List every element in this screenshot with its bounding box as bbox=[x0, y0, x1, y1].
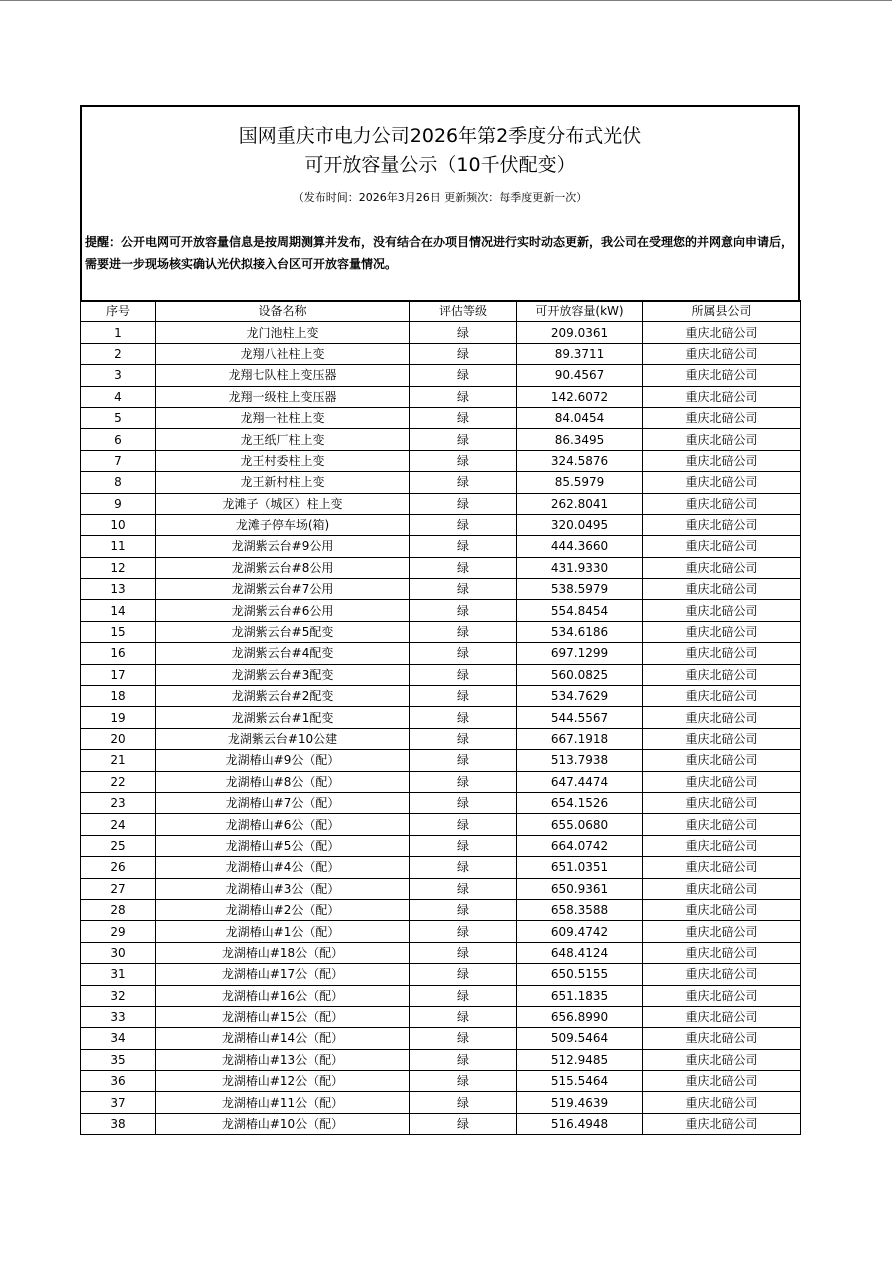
cell-device-name: 龙湖紫云台#8公用 bbox=[156, 557, 410, 578]
cell-index: 14 bbox=[81, 600, 156, 621]
cell-county-company: 重庆北碚公司 bbox=[643, 921, 801, 942]
cell-rating: 绿 bbox=[410, 964, 517, 985]
cell-county-company: 重庆北碚公司 bbox=[643, 365, 801, 386]
cell-capacity: 324.5876 bbox=[517, 450, 643, 471]
cell-rating: 绿 bbox=[410, 878, 517, 899]
cell-index: 1 bbox=[81, 322, 156, 343]
cell-index: 3 bbox=[81, 365, 156, 386]
cell-county-company: 重庆北碚公司 bbox=[643, 386, 801, 407]
cell-county-company: 重庆北碚公司 bbox=[643, 964, 801, 985]
cell-device-name: 龙湖椿山#1公（配） bbox=[156, 921, 410, 942]
cell-capacity: 444.3660 bbox=[517, 536, 643, 557]
cell-rating: 绿 bbox=[410, 707, 517, 728]
table-row bbox=[81, 835, 801, 856]
cell-county-company: 重庆北碚公司 bbox=[643, 878, 801, 899]
table-row bbox=[81, 1049, 801, 1070]
cell-county-company: 重庆北碚公司 bbox=[643, 792, 801, 813]
cell-capacity: 142.6072 bbox=[517, 386, 643, 407]
cell-device-name: 龙湖椿山#10公（配） bbox=[156, 1113, 410, 1134]
cell-county-company: 重庆北碚公司 bbox=[643, 600, 801, 621]
cell-capacity: 654.1526 bbox=[517, 792, 643, 813]
cell-capacity: 656.8990 bbox=[517, 1006, 643, 1027]
cell-device-name: 龙湖紫云台#5配变 bbox=[156, 621, 410, 642]
cell-county-company: 重庆北碚公司 bbox=[643, 857, 801, 878]
table-row bbox=[81, 878, 801, 899]
table-row bbox=[81, 429, 801, 450]
cell-index: 4 bbox=[81, 386, 156, 407]
table-row bbox=[81, 450, 801, 471]
cell-county-company: 重庆北碚公司 bbox=[643, 707, 801, 728]
cell-capacity: 534.6186 bbox=[517, 621, 643, 642]
cell-county-company: 重庆北碚公司 bbox=[643, 728, 801, 749]
cell-rating: 绿 bbox=[410, 343, 517, 364]
cell-capacity: 554.8454 bbox=[517, 600, 643, 621]
cell-device-name: 龙湖紫云台#1配变 bbox=[156, 707, 410, 728]
table-row bbox=[81, 514, 801, 535]
cell-index: 10 bbox=[81, 514, 156, 535]
cell-index: 5 bbox=[81, 407, 156, 428]
cell-capacity: 650.5155 bbox=[517, 964, 643, 985]
cell-index: 32 bbox=[81, 985, 156, 1006]
cell-index: 9 bbox=[81, 493, 156, 514]
cell-capacity: 90.4567 bbox=[517, 365, 643, 386]
cell-rating: 绿 bbox=[410, 322, 517, 343]
cell-rating: 绿 bbox=[410, 792, 517, 813]
cell-capacity: 320.0495 bbox=[517, 514, 643, 535]
cell-index: 23 bbox=[81, 792, 156, 813]
cell-rating: 绿 bbox=[410, 514, 517, 535]
table-row bbox=[81, 386, 801, 407]
cell-device-name: 龙湖椿山#12公（配） bbox=[156, 1071, 410, 1092]
column-header-county-company: 所属县公司 bbox=[643, 301, 801, 322]
cell-county-company: 重庆北碚公司 bbox=[643, 1071, 801, 1092]
page-title-line1: 国网重庆市电力公司2026年第2季度分布式光伏 bbox=[238, 125, 642, 147]
table-header-row bbox=[81, 301, 801, 322]
cell-county-company: 重庆北碚公司 bbox=[643, 686, 801, 707]
cell-rating: 绿 bbox=[410, 857, 517, 878]
cell-county-company: 重庆北碚公司 bbox=[643, 1006, 801, 1027]
cell-capacity: 560.0825 bbox=[517, 664, 643, 685]
cell-device-name: 龙翔七队柱上变压器 bbox=[156, 365, 410, 386]
cell-index: 24 bbox=[81, 814, 156, 835]
table-row bbox=[81, 771, 801, 792]
table-row bbox=[81, 1006, 801, 1027]
cell-index: 33 bbox=[81, 1006, 156, 1027]
cell-index: 11 bbox=[81, 536, 156, 557]
cell-county-company: 重庆北碚公司 bbox=[643, 514, 801, 535]
cell-county-company: 重庆北碚公司 bbox=[643, 1028, 801, 1049]
cell-rating: 绿 bbox=[410, 472, 517, 493]
table-row bbox=[81, 814, 801, 835]
cell-device-name: 龙湖椿山#13公（配） bbox=[156, 1049, 410, 1070]
cell-capacity: 534.7629 bbox=[517, 686, 643, 707]
cell-device-name: 龙湖椿山#4公（配） bbox=[156, 857, 410, 878]
cell-capacity: 651.1835 bbox=[517, 985, 643, 1006]
cell-rating: 绿 bbox=[410, 621, 517, 642]
cell-device-name: 龙湖椿山#3公（配） bbox=[156, 878, 410, 899]
cell-rating: 绿 bbox=[410, 1006, 517, 1027]
cell-capacity: 650.9361 bbox=[517, 878, 643, 899]
cell-rating: 绿 bbox=[410, 386, 517, 407]
cell-county-company: 重庆北碚公司 bbox=[643, 472, 801, 493]
cell-county-company: 重庆北碚公司 bbox=[643, 450, 801, 471]
cell-index: 35 bbox=[81, 1049, 156, 1070]
cell-index: 12 bbox=[81, 557, 156, 578]
cell-rating: 绿 bbox=[410, 1049, 517, 1070]
table-row bbox=[81, 857, 801, 878]
cell-device-name: 龙湖椿山#7公（配） bbox=[156, 792, 410, 813]
cell-index: 26 bbox=[81, 857, 156, 878]
cell-capacity: 519.4639 bbox=[517, 1092, 643, 1113]
cell-capacity: 609.4742 bbox=[517, 921, 643, 942]
table-row bbox=[81, 557, 801, 578]
cell-index: 28 bbox=[81, 899, 156, 920]
cell-rating: 绿 bbox=[410, 985, 517, 1006]
cell-capacity: 84.0454 bbox=[517, 407, 643, 428]
cell-index: 37 bbox=[81, 1092, 156, 1113]
table-row bbox=[81, 728, 801, 749]
cell-index: 20 bbox=[81, 728, 156, 749]
table-row bbox=[81, 664, 801, 685]
cell-index: 36 bbox=[81, 1071, 156, 1092]
cell-capacity: 515.5464 bbox=[517, 1071, 643, 1092]
table-row bbox=[81, 600, 801, 621]
table-row bbox=[81, 407, 801, 428]
cell-rating: 绿 bbox=[410, 579, 517, 600]
cell-index: 31 bbox=[81, 964, 156, 985]
cell-rating: 绿 bbox=[410, 557, 517, 578]
cell-rating: 绿 bbox=[410, 429, 517, 450]
cell-device-name: 龙湖椿山#18公（配） bbox=[156, 942, 410, 963]
cell-rating: 绿 bbox=[410, 643, 517, 664]
page-top-border bbox=[0, 0, 892, 1]
cell-device-name: 龙湖椿山#6公（配） bbox=[156, 814, 410, 835]
cell-county-company: 重庆北碚公司 bbox=[643, 557, 801, 578]
cell-county-company: 重庆北碚公司 bbox=[643, 664, 801, 685]
cell-index: 25 bbox=[81, 835, 156, 856]
cell-rating: 绿 bbox=[410, 942, 517, 963]
cell-device-name: 龙湖椿山#5公（配） bbox=[156, 835, 410, 856]
cell-device-name: 龙王纸厂柱上变 bbox=[156, 429, 410, 450]
cell-county-company: 重庆北碚公司 bbox=[643, 407, 801, 428]
cell-county-company: 重庆北碚公司 bbox=[643, 643, 801, 664]
cell-county-company: 重庆北碚公司 bbox=[643, 343, 801, 364]
cell-rating: 绿 bbox=[410, 600, 517, 621]
table-row bbox=[81, 942, 801, 963]
cell-capacity: 651.0351 bbox=[517, 857, 643, 878]
cell-device-name: 龙湖紫云台#6公用 bbox=[156, 600, 410, 621]
capacity-table bbox=[80, 300, 801, 1135]
cell-rating: 绿 bbox=[410, 407, 517, 428]
cell-rating: 绿 bbox=[410, 536, 517, 557]
cell-county-company: 重庆北碚公司 bbox=[643, 322, 801, 343]
table-row bbox=[81, 365, 801, 386]
table-row bbox=[81, 579, 801, 600]
cell-device-name: 龙滩子（城区）柱上变 bbox=[156, 493, 410, 514]
table-row bbox=[81, 1028, 801, 1049]
cell-county-company: 重庆北碚公司 bbox=[643, 942, 801, 963]
table-row bbox=[81, 493, 801, 514]
cell-capacity: 516.4948 bbox=[517, 1113, 643, 1134]
cell-capacity: 658.3588 bbox=[517, 899, 643, 920]
cell-capacity: 512.9485 bbox=[517, 1049, 643, 1070]
cell-county-company: 重庆北碚公司 bbox=[643, 814, 801, 835]
cell-rating: 绿 bbox=[410, 365, 517, 386]
table-row bbox=[81, 621, 801, 642]
cell-device-name: 龙湖椿山#14公（配） bbox=[156, 1028, 410, 1049]
cell-index: 30 bbox=[81, 942, 156, 963]
cell-capacity: 664.0742 bbox=[517, 835, 643, 856]
cell-capacity: 262.8041 bbox=[517, 493, 643, 514]
cell-device-name: 龙翔一社柱上变 bbox=[156, 407, 410, 428]
cell-rating: 绿 bbox=[410, 493, 517, 514]
cell-rating: 绿 bbox=[410, 664, 517, 685]
table-row bbox=[81, 472, 801, 493]
notice-text: 提醒：公开电网可开放容量信息是按周期测算并发布，没有结合在办项目情况进行实时动态更新，我公司在受理您的并网意向申请后，需要进一步现场核实确认光伏拟接入台区可开放容量情况。 bbox=[85, 235, 794, 271]
cell-index: 15 bbox=[81, 621, 156, 642]
cell-rating: 绿 bbox=[410, 1071, 517, 1092]
table-row bbox=[81, 643, 801, 664]
cell-index: 29 bbox=[81, 921, 156, 942]
cell-county-company: 重庆北碚公司 bbox=[643, 536, 801, 557]
cell-rating: 绿 bbox=[410, 921, 517, 942]
cell-index: 38 bbox=[81, 1113, 156, 1134]
cell-capacity: 538.5979 bbox=[517, 579, 643, 600]
cell-capacity: 209.0361 bbox=[517, 322, 643, 343]
table-row bbox=[81, 1113, 801, 1134]
cell-rating: 绿 bbox=[410, 814, 517, 835]
cell-device-name: 龙门池柱上变 bbox=[156, 322, 410, 343]
cell-capacity: 544.5567 bbox=[517, 707, 643, 728]
cell-device-name: 龙湖椿山#17公（配） bbox=[156, 964, 410, 985]
cell-county-company: 重庆北碚公司 bbox=[643, 1092, 801, 1113]
cell-rating: 绿 bbox=[410, 1113, 517, 1134]
cell-device-name: 龙翔八社柱上变 bbox=[156, 343, 410, 364]
cell-county-company: 重庆北碚公司 bbox=[643, 985, 801, 1006]
cell-index: 6 bbox=[81, 429, 156, 450]
column-header-index: 序号 bbox=[81, 301, 156, 322]
table-row bbox=[81, 536, 801, 557]
cell-capacity: 667.1918 bbox=[517, 728, 643, 749]
cell-rating: 绿 bbox=[410, 1028, 517, 1049]
cell-device-name: 龙王新村柱上变 bbox=[156, 472, 410, 493]
cell-county-company: 重庆北碚公司 bbox=[643, 493, 801, 514]
cell-capacity: 655.0680 bbox=[517, 814, 643, 835]
publish-info: （发布时间：2026年3月26日 更新频次：每季度更新一次） bbox=[292, 191, 588, 204]
cell-index: 34 bbox=[81, 1028, 156, 1049]
cell-capacity: 647.4474 bbox=[517, 771, 643, 792]
cell-device-name: 龙湖紫云台#10公建 bbox=[156, 728, 410, 749]
cell-index: 19 bbox=[81, 707, 156, 728]
cell-device-name: 龙湖紫云台#9公用 bbox=[156, 536, 410, 557]
table-row bbox=[81, 322, 801, 343]
cell-device-name: 龙湖椿山#2公（配） bbox=[156, 899, 410, 920]
cell-device-name: 龙翔一级柱上变压器 bbox=[156, 386, 410, 407]
table-row bbox=[81, 343, 801, 364]
cell-rating: 绿 bbox=[410, 1092, 517, 1113]
cell-capacity: 89.3711 bbox=[517, 343, 643, 364]
cell-capacity: 513.7938 bbox=[517, 750, 643, 771]
cell-rating: 绿 bbox=[410, 728, 517, 749]
cell-rating: 绿 bbox=[410, 771, 517, 792]
table-row bbox=[81, 707, 801, 728]
cell-rating: 绿 bbox=[410, 686, 517, 707]
cell-county-company: 重庆北碚公司 bbox=[643, 1113, 801, 1134]
cell-index: 27 bbox=[81, 878, 156, 899]
cell-index: 18 bbox=[81, 686, 156, 707]
cell-capacity: 509.5464 bbox=[517, 1028, 643, 1049]
cell-rating: 绿 bbox=[410, 899, 517, 920]
cell-device-name: 龙湖紫云台#7公用 bbox=[156, 579, 410, 600]
page-title-line2: 可开放容量公示（10千伏配变） bbox=[304, 154, 576, 176]
cell-device-name: 龙湖椿山#11公（配） bbox=[156, 1092, 410, 1113]
cell-county-company: 重庆北碚公司 bbox=[643, 579, 801, 600]
header-box bbox=[80, 105, 800, 302]
cell-county-company: 重庆北碚公司 bbox=[643, 835, 801, 856]
cell-rating: 绿 bbox=[410, 450, 517, 471]
cell-county-company: 重庆北碚公司 bbox=[643, 1049, 801, 1070]
cell-index: 16 bbox=[81, 643, 156, 664]
cell-rating: 绿 bbox=[410, 750, 517, 771]
cell-capacity: 697.1299 bbox=[517, 643, 643, 664]
cell-index: 2 bbox=[81, 343, 156, 364]
cell-capacity: 86.3495 bbox=[517, 429, 643, 450]
cell-device-name: 龙湖紫云台#4配变 bbox=[156, 643, 410, 664]
cell-county-company: 重庆北碚公司 bbox=[643, 750, 801, 771]
table-row bbox=[81, 921, 801, 942]
cell-rating: 绿 bbox=[410, 835, 517, 856]
table-row bbox=[81, 792, 801, 813]
cell-device-name: 龙滩子停车场(箱) bbox=[156, 514, 410, 535]
cell-county-company: 重庆北碚公司 bbox=[643, 621, 801, 642]
cell-capacity: 431.9330 bbox=[517, 557, 643, 578]
table-row bbox=[81, 750, 801, 771]
cell-index: 7 bbox=[81, 450, 156, 471]
table-row bbox=[81, 964, 801, 985]
table-row bbox=[81, 985, 801, 1006]
cell-county-company: 重庆北碚公司 bbox=[643, 771, 801, 792]
table-row bbox=[81, 686, 801, 707]
cell-device-name: 龙湖紫云台#2配变 bbox=[156, 686, 410, 707]
column-header-rating: 评估等级 bbox=[410, 301, 517, 322]
table-row bbox=[81, 1071, 801, 1092]
cell-index: 22 bbox=[81, 771, 156, 792]
cell-county-company: 重庆北碚公司 bbox=[643, 899, 801, 920]
cell-index: 8 bbox=[81, 472, 156, 493]
table-row bbox=[81, 899, 801, 920]
cell-device-name: 龙湖紫云台#3配变 bbox=[156, 664, 410, 685]
column-header-device-name: 设备名称 bbox=[156, 301, 410, 322]
column-header-capacity: 可开放容量(kW) bbox=[517, 301, 643, 322]
cell-device-name: 龙湖椿山#8公（配） bbox=[156, 771, 410, 792]
table-row bbox=[81, 1092, 801, 1113]
cell-capacity: 648.4124 bbox=[517, 942, 643, 963]
cell-device-name: 龙王村委柱上变 bbox=[156, 450, 410, 471]
cell-index: 13 bbox=[81, 579, 156, 600]
cell-device-name: 龙湖椿山#9公（配） bbox=[156, 750, 410, 771]
cell-device-name: 龙湖椿山#15公（配） bbox=[156, 1006, 410, 1027]
cell-index: 17 bbox=[81, 664, 156, 685]
cell-index: 21 bbox=[81, 750, 156, 771]
cell-county-company: 重庆北碚公司 bbox=[643, 429, 801, 450]
cell-capacity: 85.5979 bbox=[517, 472, 643, 493]
table-body bbox=[81, 322, 801, 1135]
cell-device-name: 龙湖椿山#16公（配） bbox=[156, 985, 410, 1006]
